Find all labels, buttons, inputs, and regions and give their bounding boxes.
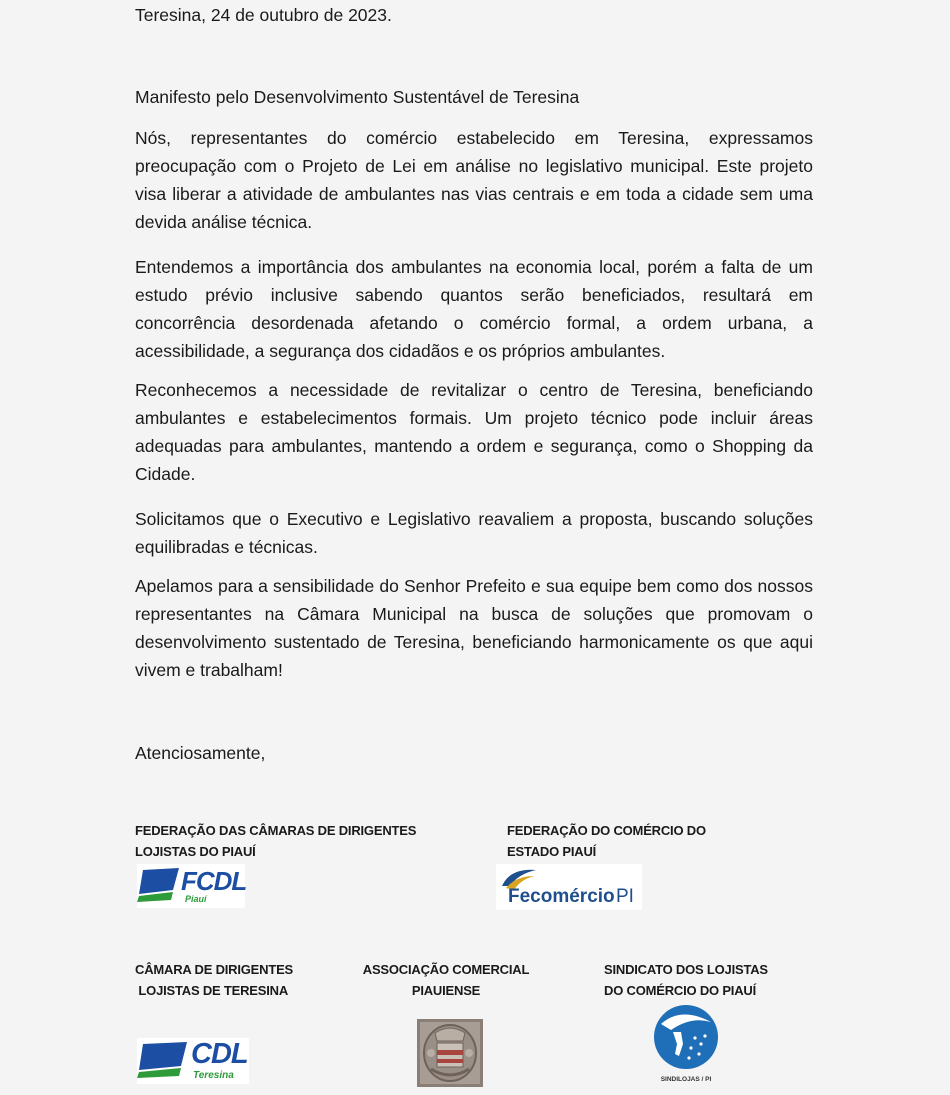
- paragraph-1: Nós, representantes do comércio estabelecido em Teresina, expressamos preocupação com o Projeto de Lei em análise no legislativo municipal. Este projeto visa liberar a atividade de ambulantes nas vias centrais e em toda a cidade sem uma devida análise técnica.: [135, 128, 813, 232]
- paragraph-2: Entendemos a importância dos ambulantes na economia local, porém a falta de um estudo prévio inclusive sabendo quantos serão beneficiados, resultará em concorrência desordenada afetando o comércio formal, a ordem urbana, a acessibilidade, a segurança dos cidadãos e os próprios ambulantes.: [135, 257, 813, 361]
- fcdl-logo: [137, 864, 245, 908]
- sindilojas-globe-icon: [651, 1002, 721, 1074]
- signatory-acp-label: [346, 959, 546, 1001]
- fecomercio-logo: [496, 864, 642, 910]
- signatory-fcdl-label: [135, 820, 416, 862]
- paragraph-5: Apelamos para a sensibilidade do Senhor Prefeito e sua equipe bem como dos nossos representantes na Câmara Municipal na busca de soluções que promovam o desenvolvimento sustentado de Teresina, beneficiando harmonicamente os que aqui vivem e trabalham!: [135, 576, 813, 680]
- fcdl-label-line1: FEDERAÇÃO DAS CÂMARAS DE DIRIGENTES: [135, 823, 417, 838]
- acp-logo: [417, 1019, 483, 1087]
- sindilojas-logo: [651, 1002, 721, 1088]
- signatory-fecomercio-label: [507, 820, 706, 862]
- fcdl-logo-text: FCDL: [181, 866, 247, 896]
- cdl-label-line2: LOJISTAS DE TERESINA: [135, 983, 289, 998]
- fcdl-logo-sub: Piauí: [185, 894, 207, 904]
- fcdl-label-line2: LOJISTAS DO PIAUÍ: [135, 844, 256, 859]
- acp-crest-icon: [417, 1019, 483, 1087]
- closing: Atenciosamente,: [135, 743, 266, 763]
- acp-label-line1: ASSOCIAÇÃO COMERCIAL: [362, 962, 530, 977]
- sindilojas-label-line2: DO COMÉRCIO DO PIAUÍ: [604, 983, 757, 998]
- fecomercio-logo-text: Fecomércio: [508, 886, 615, 907]
- cdl-logo-text: CDL: [191, 1038, 248, 1070]
- fecomercio-logo-suffix: PI: [616, 886, 634, 907]
- acp-label-line2: PIAUIENSE: [411, 983, 481, 998]
- paragraph-3: Reconhecemos a necessidade de revitalizar o centro de Teresina, beneficiando ambulantes e estabelecimentos formais. Um projeto técnico pode incluir áreas adequadas para ambulantes, mantendo a ordem e segurança, como o Shopping da Cidade.: [135, 380, 813, 484]
- signatory-cdl-label: [135, 959, 293, 1001]
- signatory-sindilojas-label: [604, 959, 768, 1001]
- sindilojas-label-line1: SINDICATO DOS LOJISTAS: [604, 962, 768, 977]
- fecomercio-label-line2: ESTADO PIAUÍ: [507, 844, 597, 859]
- sindilojas-logo-text: SINDILOJAS / PI: [660, 1076, 712, 1083]
- fecomercio-label-line1: FEDERAÇÃO DO COMÉRCIO DO: [507, 823, 706, 838]
- letter-title: Manifesto pelo Desenvolvimento Sustentável de Teresina: [135, 87, 580, 107]
- letter-date: Teresina, 24 de outubro de 2023.: [135, 5, 392, 25]
- cdl-logo-sub: Teresina: [193, 1070, 234, 1081]
- cdl-label-line1: CÂMARA DE DIRIGENTES: [135, 962, 294, 977]
- paragraph-4: Solicitamos que o Executivo e Legislativo reavaliem a proposta, buscando soluções equilibradas e técnicas.: [135, 509, 813, 557]
- cdl-logo: [137, 1038, 249, 1084]
